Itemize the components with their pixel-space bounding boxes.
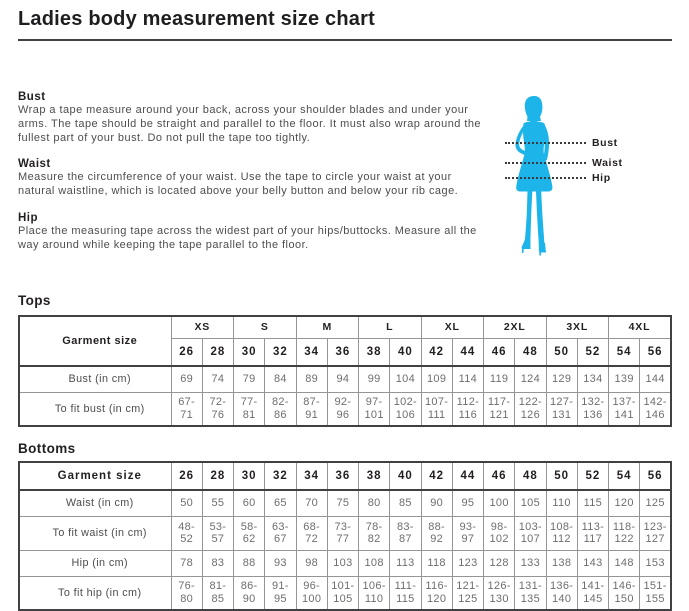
value-cell: 98- 102 xyxy=(484,516,515,550)
value-cell: 65 xyxy=(265,490,296,516)
value-cell: 113- 117 xyxy=(577,516,608,550)
size-number-header: 54 xyxy=(609,338,640,366)
value-cell: 98 xyxy=(296,550,327,576)
measurement-figure xyxy=(488,96,688,264)
value-cell: 85 xyxy=(390,490,421,516)
value-cell: 119 xyxy=(484,366,515,392)
value-cell: 127- 131 xyxy=(546,392,577,426)
value-cell: 111- 115 xyxy=(390,576,421,610)
value-cell: 95 xyxy=(452,490,483,516)
hip-callout-label: Hip xyxy=(592,172,611,184)
value-cell: 108- 112 xyxy=(546,516,577,550)
value-cell: 109 xyxy=(421,366,452,392)
value-cell: 128 xyxy=(484,550,515,576)
value-cell: 108 xyxy=(359,550,390,576)
size-number-header: 52 xyxy=(577,338,608,366)
value-cell: 122- 126 xyxy=(515,392,546,426)
value-cell: 146- 150 xyxy=(609,576,640,610)
size-number-header: 26 xyxy=(171,462,202,490)
value-cell: 101- 105 xyxy=(327,576,358,610)
size-number-header: 42 xyxy=(421,462,452,490)
bottoms-heading: Bottoms xyxy=(18,441,76,456)
size-number-header: 56 xyxy=(640,462,671,490)
size-number-header: 38 xyxy=(359,462,390,490)
value-cell: 153 xyxy=(640,550,671,576)
size-number-header: 28 xyxy=(202,338,233,366)
value-cell: 97- 101 xyxy=(359,392,390,426)
value-cell: 63- 67 xyxy=(265,516,296,550)
value-cell: 70 xyxy=(296,490,327,516)
value-cell: 141- 145 xyxy=(577,576,608,610)
value-cell: 113 xyxy=(390,550,421,576)
size-group-header: XS xyxy=(171,316,234,338)
value-cell: 138 xyxy=(546,550,577,576)
row-label: To fit bust (in cm) xyxy=(19,392,171,426)
bust-description: Wrap a tape measure around your back, across your shoulder blades and under your arms. The tape should be straight and parallel to the floor. It must also wrap around the fullest part of your bust. Do not pull the tape too tightly. xyxy=(18,104,481,144)
value-cell: 69 xyxy=(171,366,202,392)
size-group-header: 3XL xyxy=(546,316,609,338)
value-cell: 124 xyxy=(515,366,546,392)
value-cell: 73- 77 xyxy=(327,516,358,550)
size-number-header: 48 xyxy=(515,338,546,366)
waist-heading: Waist xyxy=(18,158,51,171)
measurement-row xyxy=(19,392,671,426)
value-cell: 92- 96 xyxy=(327,392,358,426)
value-cell: 79 xyxy=(234,366,265,392)
waist-description: Measure the circumference of your waist. Use the tape to circle your waist at your natural waistline, which is located above your belly button and below your rib cage. xyxy=(18,171,459,198)
measurement-row xyxy=(19,516,671,550)
measurement-row xyxy=(19,490,671,516)
value-cell: 91- 95 xyxy=(265,576,296,610)
value-cell: 55 xyxy=(202,490,233,516)
value-cell: 112- 116 xyxy=(452,392,483,426)
value-cell: 68- 72 xyxy=(296,516,327,550)
value-cell: 134 xyxy=(577,366,608,392)
size-group-header: 2XL xyxy=(484,316,547,338)
size-number-header: 30 xyxy=(234,462,265,490)
value-cell: 136- 140 xyxy=(546,576,577,610)
size-number-header: 26 xyxy=(171,338,202,366)
section-hip xyxy=(18,212,490,253)
row-label: Waist (in cm) xyxy=(19,490,171,516)
row-label: To fit waist (in cm) xyxy=(19,516,171,550)
value-cell: 129 xyxy=(546,366,577,392)
value-cell: 88- 92 xyxy=(421,516,452,550)
value-cell: 107- 111 xyxy=(421,392,452,426)
value-cell: 93 xyxy=(265,550,296,576)
hip-heading: Hip xyxy=(18,211,39,224)
value-cell: 77- 81 xyxy=(234,392,265,426)
value-cell: 81- 85 xyxy=(202,576,233,610)
size-number-header: 30 xyxy=(234,338,265,366)
value-cell: 78 xyxy=(171,550,202,576)
value-cell: 80 xyxy=(359,490,390,516)
value-cell: 103- 107 xyxy=(515,516,546,550)
value-cell: 105 xyxy=(515,490,546,516)
tops-size-table xyxy=(18,315,672,427)
value-cell: 132- 136 xyxy=(577,392,608,426)
value-cell: 144 xyxy=(640,366,671,392)
value-cell: 78- 82 xyxy=(359,516,390,550)
bust-callout xyxy=(505,137,618,149)
value-cell: 118 xyxy=(421,550,452,576)
size-number-header: 50 xyxy=(546,462,577,490)
size-group-header: L xyxy=(359,316,422,338)
value-cell: 142- 146 xyxy=(640,392,671,426)
value-cell: 100 xyxy=(484,490,515,516)
size-number-header: 56 xyxy=(640,338,671,366)
value-cell: 88 xyxy=(234,550,265,576)
value-cell: 117- 121 xyxy=(484,392,515,426)
value-cell: 58- 62 xyxy=(234,516,265,550)
bottoms-size-table xyxy=(18,461,672,611)
instructions-text-column xyxy=(18,91,490,253)
size-group-header: 4XL xyxy=(609,316,672,338)
value-cell: 126- 130 xyxy=(484,576,515,610)
tops-heading: Tops xyxy=(18,293,51,308)
value-cell: 115 xyxy=(577,490,608,516)
size-number-header: 46 xyxy=(484,462,515,490)
size-number-header: 50 xyxy=(546,338,577,366)
value-cell: 106- 110 xyxy=(359,576,390,610)
value-cell: 72- 76 xyxy=(202,392,233,426)
value-cell: 99 xyxy=(359,366,390,392)
size-number-header: 46 xyxy=(484,338,515,366)
section-waist xyxy=(18,158,490,199)
garment-size-header: Garment size xyxy=(19,462,171,490)
value-cell: 60 xyxy=(234,490,265,516)
value-cell: 50 xyxy=(171,490,202,516)
value-cell: 123 xyxy=(452,550,483,576)
value-cell: 67- 71 xyxy=(171,392,202,426)
size-number-header: 32 xyxy=(265,462,296,490)
value-cell: 103 xyxy=(327,550,358,576)
hip-dotted-line xyxy=(505,177,586,179)
size-number-header: 48 xyxy=(515,462,546,490)
value-cell: 82- 86 xyxy=(265,392,296,426)
waist-dotted-line xyxy=(505,162,586,164)
size-number-header: 52 xyxy=(577,462,608,490)
bust-callout-label: Bust xyxy=(592,137,618,149)
row-label: Bust (in cm) xyxy=(19,366,171,392)
row-label: To fit hip (in cm) xyxy=(19,576,171,610)
value-cell: 74 xyxy=(202,366,233,392)
value-cell: 53- 57 xyxy=(202,516,233,550)
value-cell: 125 xyxy=(640,490,671,516)
value-cell: 139 xyxy=(609,366,640,392)
value-cell: 110 xyxy=(546,490,577,516)
value-cell: 83 xyxy=(202,550,233,576)
value-cell: 89 xyxy=(296,366,327,392)
hip-callout xyxy=(505,172,611,184)
value-cell: 121- 125 xyxy=(452,576,483,610)
value-cell: 151- 155 xyxy=(640,576,671,610)
value-cell: 143 xyxy=(577,550,608,576)
value-cell: 48- 52 xyxy=(171,516,202,550)
measurement-row xyxy=(19,576,671,610)
value-cell: 118- 122 xyxy=(609,516,640,550)
size-group-header: M xyxy=(296,316,359,338)
size-number-header: 36 xyxy=(327,462,358,490)
value-cell: 75 xyxy=(327,490,358,516)
measurement-row xyxy=(19,550,671,576)
garment-size-header: Garment size xyxy=(19,316,171,366)
value-cell: 83- 87 xyxy=(390,516,421,550)
value-cell: 94 xyxy=(327,366,358,392)
value-cell: 87- 91 xyxy=(296,392,327,426)
size-number-header: 40 xyxy=(390,462,421,490)
section-bust xyxy=(18,91,490,145)
size-number-row xyxy=(19,462,671,490)
size-number-header: 44 xyxy=(452,338,483,366)
page-title: Ladies body measurement size chart xyxy=(18,8,672,41)
size-number-header: 38 xyxy=(359,338,390,366)
waist-callout xyxy=(505,157,623,169)
value-cell: 123- 127 xyxy=(640,516,671,550)
size-number-header: 34 xyxy=(296,338,327,366)
waist-callout-label: Waist xyxy=(592,157,623,169)
value-cell: 131- 135 xyxy=(515,576,546,610)
hip-description: Place the measuring tape across the widest part of your hips/buttocks. Measure all the way around while keeping the tape parallel to the floor. xyxy=(18,224,477,251)
size-number-header: 36 xyxy=(327,338,358,366)
size-number-header: 28 xyxy=(202,462,233,490)
size-group-row xyxy=(19,316,671,338)
bust-heading: Bust xyxy=(18,91,46,103)
size-number-header: 32 xyxy=(265,338,296,366)
value-cell: 76- 80 xyxy=(171,576,202,610)
value-cell: 133 xyxy=(515,550,546,576)
size-number-header: 44 xyxy=(452,462,483,490)
size-number-header: 54 xyxy=(609,462,640,490)
value-cell: 114 xyxy=(452,366,483,392)
size-group-header: XL xyxy=(421,316,484,338)
value-cell: 137- 141 xyxy=(609,392,640,426)
value-cell: 96- 100 xyxy=(296,576,327,610)
size-group-header: S xyxy=(234,316,297,338)
value-cell: 148 xyxy=(609,550,640,576)
bust-dotted-line xyxy=(505,142,586,144)
value-cell: 104 xyxy=(390,366,421,392)
value-cell: 90 xyxy=(421,490,452,516)
size-number-header: 40 xyxy=(390,338,421,366)
measurement-instructions xyxy=(18,91,672,277)
value-cell: 120 xyxy=(609,490,640,516)
value-cell: 116- 120 xyxy=(421,576,452,610)
value-cell: 102- 106 xyxy=(390,392,421,426)
row-label: Hip (in cm) xyxy=(19,550,171,576)
value-cell: 86- 90 xyxy=(234,576,265,610)
size-number-header: 34 xyxy=(296,462,327,490)
measurement-row xyxy=(19,366,671,392)
value-cell: 93- 97 xyxy=(452,516,483,550)
value-cell: 84 xyxy=(265,366,296,392)
size-number-header: 42 xyxy=(421,338,452,366)
